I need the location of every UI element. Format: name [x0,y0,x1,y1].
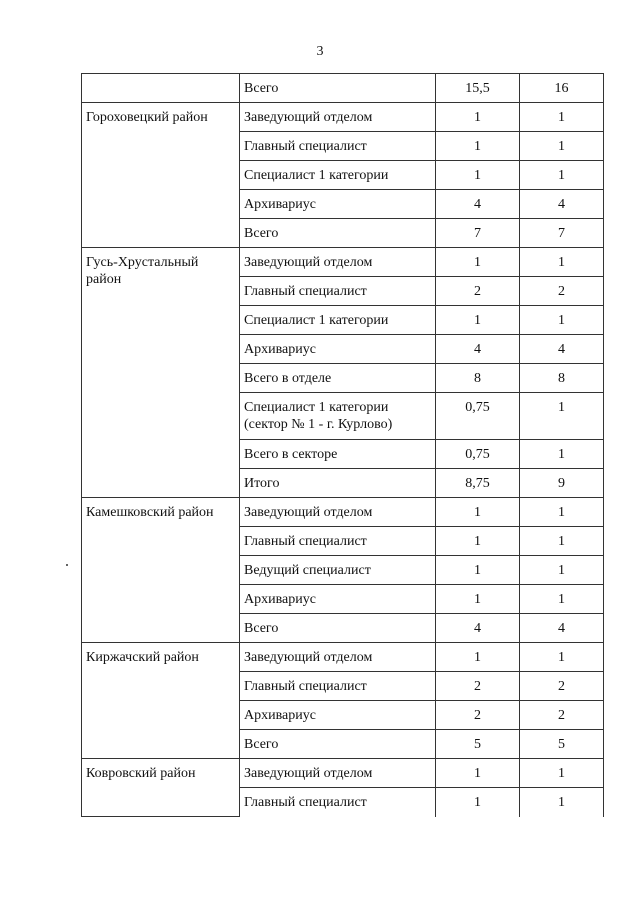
staff-count-col2: 1 [520,132,604,161]
staff-count-col2: 4 [520,614,604,643]
staff-count-col1: 1 [436,161,520,190]
district-name: Гусь-Хрустальный район [82,248,240,498]
staff-count-col2: 1 [520,527,604,556]
staff-count-col2: 4 [520,335,604,364]
position-title: Главный специалист [240,277,436,306]
position-title: Специалист 1 категории (сектор № 1 - г. Курлово) [240,393,436,440]
staff-count-col1: 2 [436,277,520,306]
position-title: Заведующий отделом [240,498,436,527]
scan-speck [66,564,68,566]
staff-count-col2: 2 [520,701,604,730]
staff-count-col2: 1 [520,103,604,132]
table-row [82,248,604,277]
staff-count-col1: 1 [436,556,520,585]
staff-count-col2: 1 [520,440,604,469]
staff-count-col1: 1 [436,643,520,672]
table-row [82,74,604,103]
staff-count-col1: 5 [436,730,520,759]
staff-count-col2: 7 [520,219,604,248]
staff-count-col1: 4 [436,190,520,219]
staff-count-col1: 2 [436,672,520,701]
staff-count-col2: 4 [520,190,604,219]
staff-count-col2: 1 [520,248,604,277]
position-title: Всего [240,219,436,248]
position-title: Всего в отделе [240,364,436,393]
staff-count-col1: 1 [436,788,520,817]
position-title: Всего в секторе [240,440,436,469]
staff-count-col1: 1 [436,132,520,161]
staff-count-col1: 0,75 [436,393,520,440]
staff-count-col2: 2 [520,672,604,701]
staff-count-col1: 1 [436,585,520,614]
staff-count-col1: 15,5 [436,74,520,103]
position-title: Заведующий отделом [240,643,436,672]
table-row [82,643,604,672]
staff-count-col2: 1 [520,643,604,672]
staff-count-col2: 8 [520,364,604,393]
staff-count-col2: 1 [520,759,604,788]
page-number: 3 [316,44,324,59]
position-title: Главный специалист [240,527,436,556]
district-name [82,74,240,103]
position-title: Заведующий отделом [240,103,436,132]
position-title: Заведующий отделом [240,248,436,277]
position-title: Всего [240,74,436,103]
table-row [82,103,604,132]
district-name: Гороховецкий район [82,103,240,248]
position-title: Специалист 1 категории [240,161,436,190]
staffing-table [81,73,604,817]
staff-count-col1: 8 [436,364,520,393]
staff-count-col1: 1 [436,527,520,556]
position-title: Ведущий специалист [240,556,436,585]
staff-count-col2: 1 [520,585,604,614]
position-title: Специалист 1 категории [240,306,436,335]
staff-count-col2: 1 [520,556,604,585]
staff-count-col2: 9 [520,469,604,498]
staff-count-col2: 5 [520,730,604,759]
position-title: Главный специалист [240,788,436,817]
position-title: Всего [240,730,436,759]
position-title: Главный специалист [240,132,436,161]
district-name: Ковровский район [82,759,240,817]
staff-count-col1: 4 [436,335,520,364]
table-row [82,498,604,527]
position-title: Архивариус [240,701,436,730]
position-title: Архивариус [240,190,436,219]
district-name: Киржачский район [82,643,240,759]
staff-count-col2: 1 [520,788,604,817]
staff-count-col1: 4 [436,614,520,643]
staff-count-col2: 1 [520,393,604,440]
staff-count-col1: 1 [436,103,520,132]
staff-count-col1: 2 [436,701,520,730]
staff-count-col1: 7 [436,219,520,248]
position-title: Главный специалист [240,672,436,701]
staff-count-col1: 1 [436,306,520,335]
position-title: Всего [240,614,436,643]
staff-count-col1: 1 [436,498,520,527]
staff-count-col1: 1 [436,248,520,277]
staff-count-col2: 1 [520,498,604,527]
district-name: Камешковский район [82,498,240,643]
staff-count-col2: 1 [520,161,604,190]
staff-count-col1: 0,75 [436,440,520,469]
position-title: Заведующий отделом [240,759,436,788]
staff-count-col2: 16 [520,74,604,103]
position-title: Архивариус [240,335,436,364]
staff-count-col2: 1 [520,306,604,335]
position-title: Архивариус [240,585,436,614]
staff-count-col2: 2 [520,277,604,306]
staff-count-col1: 1 [436,759,520,788]
staff-count-col1: 8,75 [436,469,520,498]
table-row [82,759,604,788]
position-title: Итого [240,469,436,498]
staffing-table-body [82,74,604,817]
